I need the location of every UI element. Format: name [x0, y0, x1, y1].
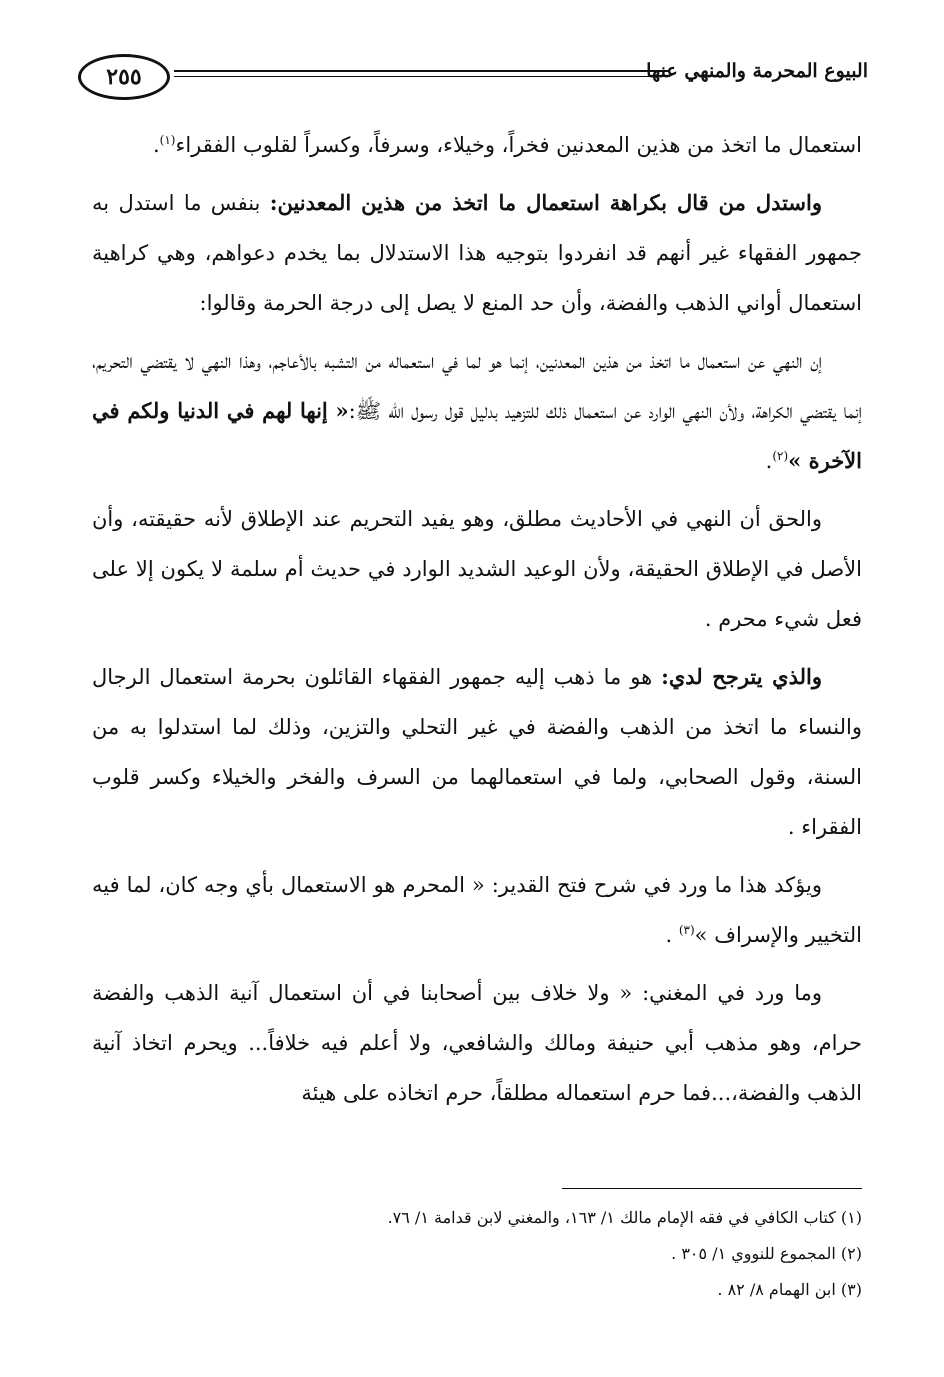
- paragraph-6-text: ويؤكد هذا ما ورد في شرح فتح القدير: « المحرم هو الاستعمال بأي وجه كان، لما فيه التخيير والإسراف »: [92, 873, 862, 947]
- page-header: [78, 48, 868, 108]
- paragraph-4-text: والحق أن النهي في الأحاديث مطلق، وهو يفيد التحريم عند الإطلاق لأنه حقيقته، وأن الأصل في الإطلاق الحقيقة، ولأن الوعيد الشديد الوارد في حديث أم سلمة لا يكون إلا على فعل شيء محرم .: [92, 507, 862, 631]
- footnotes: [92, 1200, 862, 1308]
- paragraph-1-text: استعمال ما اتخذ من هذين المعدنين فخراً، وخيلاء، وسرفاً، وكسراً لقلوب الفقراء: [175, 133, 862, 157]
- paragraph-2-lead: واستدل من قال بكراهة استعمال ما اتخذ من هذين المعدنين:: [269, 190, 823, 215]
- footnote-1: (١) كتاب الكافي في فقه الإمام مالك ١/ ١٦٣، والمغني لابن قدامة ١/ ٧٦.: [387, 1208, 862, 1227]
- running-title: البيوع المحرمة والمنهي عنها: [646, 60, 868, 82]
- footnote-ref-3: (٣): [678, 923, 695, 937]
- header-rule: [174, 70, 670, 72]
- footnote-2: (٢) المجموع للنووي ١/ ٣٠٥ .: [671, 1244, 862, 1263]
- paragraph-7: [92, 968, 862, 1118]
- hadith-quote: « إنها لهم في الدنيا ولكم في الآخرة »: [92, 398, 862, 473]
- paragraph-1: [92, 120, 862, 170]
- paragraph-5: [92, 652, 862, 852]
- footnote-ref-1: (١): [159, 133, 176, 147]
- paragraph-2-text: بنفس ما استدل به جمهور الفقهاء غير أنهم قد انفردوا بتوجيه هذا الاستدلال بما يخدم دعواهم، وهي كراهية استعمال أواني الذهب والفضة، وأن حد المنع لا يصل إلى درجة الحرمة وقالوا:: [92, 191, 862, 315]
- paragraph-6: [92, 860, 862, 960]
- paragraph-3: [92, 336, 862, 486]
- page-number-badge: ٢٥٥: [78, 54, 170, 100]
- footnote-separator: [562, 1188, 862, 1189]
- paragraph-7-text: وما ورد في المغني: « ولا خلاف بين أصحابنا في أن استعمال آنية الذهب والفضة حرام، وهو مذهب أبي حنيفة ومالك والشافعي، ولا أعلم فيه خلافاً... ويحرم اتخاذ آنية الذهب والفضة،...فما حرم استعماله مطلقاً، حرم اتخاذه على هيئة: [92, 981, 862, 1105]
- paragraph-6-end: .: [665, 923, 679, 947]
- footnote-3: (٣) ابن الهمام ٨/ ٨٢ .: [717, 1280, 862, 1299]
- paragraph-5-lead: والذي يترجح لدي:: [661, 664, 823, 689]
- paragraph-5-text: هو ما ذهب إليه جمهور الفقهاء القائلون بحرمة استعمال الرجال والنساء ما اتخذ من الذهب والفضة في غير التحلي والتزين، وذلك لما استدلوا به من السنة، وقول الصحابي، ولما في استعمالهما من السرف والفخر والخيلاء وكسر قلوب الفقراء .: [92, 665, 862, 839]
- paragraph-4: [92, 494, 862, 644]
- paragraph-1-end: .: [152, 133, 160, 157]
- footnote-ref-2: (٢): [772, 449, 789, 463]
- body-text: [92, 120, 862, 1126]
- header-rule-thin: [174, 76, 670, 77]
- paragraph-2: [92, 178, 862, 328]
- paragraph-3-text: إن النهي عن استعمال ما اتخذ من هذين المعدنين، إنما هو لما في استعماله من التشبه بالأعاجم، وهذا النهي لا يقتضي التحريم، إنما يقتضي الكراهة، ولأن النهي الوارد عن استعمال ذلك للتزهيد بدليل قول رسول الله ﷺ:: [92, 349, 862, 423]
- paragraph-3-end: .: [765, 449, 773, 473]
